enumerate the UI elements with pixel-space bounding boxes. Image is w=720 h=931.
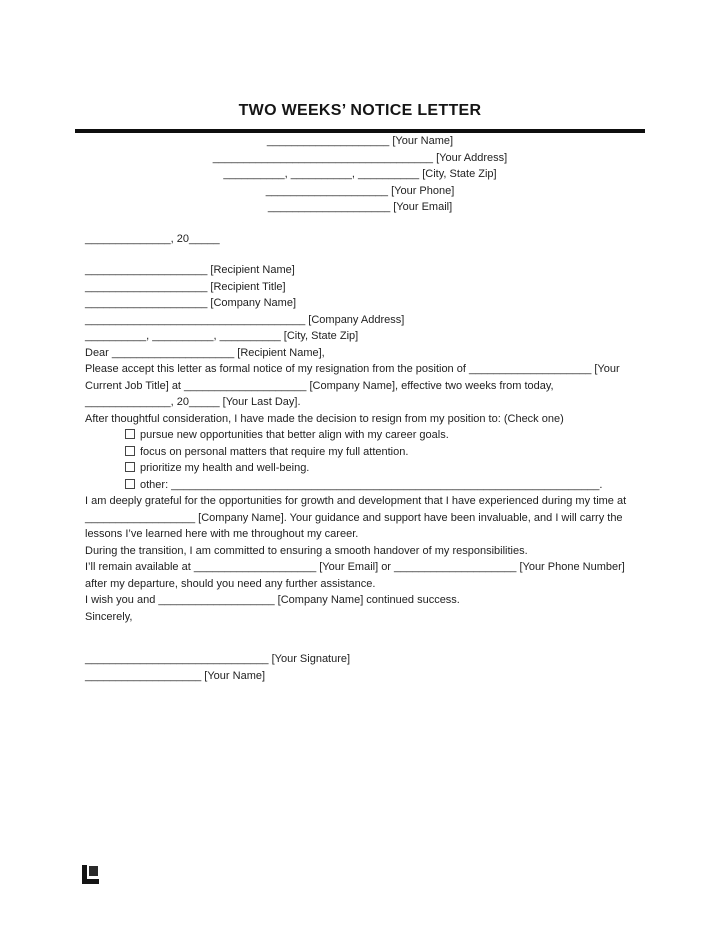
reason-checkbox-list	[85, 427, 635, 493]
checkbox-icon[interactable]	[125, 479, 135, 489]
checkbox-icon[interactable]	[125, 446, 135, 456]
paragraph-transition: During the transition, I am committed to ensuring a smooth handover of my responsibilities.	[85, 544, 528, 557]
paragraph-well-wishes: I wish you and ___________________ [Company Name] continued success.	[85, 594, 460, 606]
recipient-name-line: ____________________ [Recipient Name]	[85, 264, 295, 276]
salutation-line: Dear ____________________ [Recipient Name],	[85, 346, 325, 359]
recipient-company-line: ____________________ [Company Name]	[85, 297, 296, 309]
paragraph-resignation: Please accept this letter as formal notice of my resignation from the position of ____________________ [Your Current Job Title] at ____________________ [Company Name], effective two weeks from today, ______________, 20_____ [Your Last Day].	[85, 363, 620, 408]
paragraph-reason-intro: After thoughtful consideration, I have made the decision to resign from my position to: (Check one)	[85, 412, 564, 425]
checkbox-label: pursue new opportunities that better align with my career goals.	[140, 429, 449, 441]
sender-phone-line: ____________________ [Your Phone]	[265, 184, 455, 197]
checkbox-label: other: ______________________________________________________________________.	[140, 478, 603, 491]
signature-line: ______________________________ [Your Signature]	[85, 653, 351, 665]
checkbox-option-career-goals[interactable]	[85, 427, 635, 444]
recipient-title-line: ____________________ [Recipient Title]	[85, 280, 286, 293]
checkbox-icon[interactable]	[125, 429, 135, 439]
legaltemplates-logo-icon	[82, 865, 99, 884]
recipient-company-address-line: ____________________________________ [Company Address]	[85, 313, 405, 326]
checkbox-label: focus on personal matters that require my full attention.	[140, 445, 409, 458]
sender-city-state-zip-line: __________, __________, __________ [City, State Zip]	[223, 168, 497, 180]
sender-email-line: ____________________ [Your Email]	[267, 201, 453, 213]
recipient-city-state-zip-line: __________, __________, __________ [City, State Zip]	[85, 330, 359, 342]
paragraph-gratitude: I am deeply grateful for the opportunities for growth and development that I have experienced during my time at __________________ [Company Name]. Your guidance and support have been invaluable, and I will carry the lessons I’ve learned here with me throughout my career.	[85, 495, 627, 540]
closing-line: Sincerely,	[85, 610, 133, 623]
paragraph-availability: I’ll remain available at ____________________ [Your Email] or ____________________ [Your Phone Number] after my departure, should you need any further assistance.	[85, 561, 625, 590]
sender-contact-block	[85, 133, 635, 216]
checkbox-option-personal-matters[interactable]	[85, 444, 635, 461]
signer-name-line: ___________________ [Your Name]	[85, 669, 266, 682]
date-line: ______________, 20_____	[85, 232, 220, 245]
signature-block	[85, 651, 635, 684]
checkbox-option-health[interactable]	[85, 460, 635, 477]
page-title: TWO WEEKS’ NOTICE LETTER	[238, 102, 482, 119]
checkbox-label: prioritize my health and well-being.	[140, 462, 310, 474]
sender-address-line: ____________________________________ [Your Address]	[212, 151, 508, 164]
checkbox-icon[interactable]	[125, 462, 135, 472]
recipient-block	[85, 262, 635, 345]
checkbox-option-other[interactable]	[85, 477, 635, 494]
sender-name-line: ____________________ [Your Name]	[266, 135, 454, 147]
